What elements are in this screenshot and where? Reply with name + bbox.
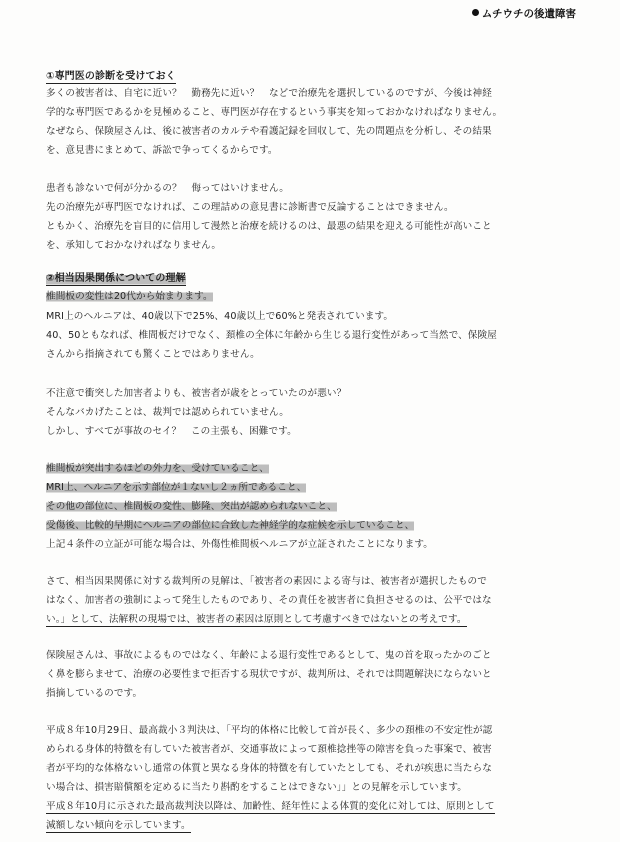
section2-line: く鼻を膨らませて、治療の必要性まで拒否する現状ですが、裁判所は、それでは問題解決にならないと <box>46 669 492 680</box>
bullet-icon <box>472 9 479 16</box>
section1-line: 学的な専門医であるかを見極めること、専門医が存在するという事実を知っておかなければなりません。 <box>46 107 503 118</box>
section2-line: い。」として、法解釈の現場では、被害者の素因は原則として考慮すべきではないとの考えです。 <box>46 614 467 625</box>
page-header <box>472 6 576 21</box>
condition-item: 受傷後、比較的早期にヘルニアの部位に合致した神経学的な症候を示していること、 <box>46 520 415 531</box>
section2-line: 不注意で衝突した加害者よりも、被害者が歳をとっていたのが悪い？ <box>46 388 347 399</box>
section2-line: い場合は、損害賠償額を定めるに当たり斟酌をすることはできない」」との見解を示しています。 <box>46 782 467 793</box>
section2-line: 者が平均的な体格ないし通常の体質と異なる身体的特徴を有していたとしても、それが疾患に当たらな <box>46 763 492 774</box>
section2-line: さて、相当因果関係に対する裁判所の見解は、「被害者の素因による寄与は、被害者が選択したもので <box>46 576 487 587</box>
section2-line: 40、50ともなれば、椎間板だけでなく、頚椎の全体に年齢から生じる退行変性があって当然で、保険屋 <box>46 330 497 341</box>
condition-item: 椎間板が突出するほどの外力を、受けていること、 <box>46 463 269 474</box>
section1-line: 多くの被害者は、自宅に近い？ 勤務先に近い？ などで治療先を選択しているのですが、今後は神経 <box>46 88 492 99</box>
section2-line: MRI上のヘルニアは、40歳以下で25%、40歳以上で60%と発表されています。 <box>46 311 394 322</box>
section2-line: 上記４条件の立証が可能な場合は、外傷性椎間板ヘルニアが立証されたことになります。 <box>46 539 433 550</box>
section1-line: なぜなら、保険屋さんは、後に被害者のカルテや看護記録を回収して、先の問題点を分析し、その結果 <box>46 126 492 137</box>
section2-line: 指摘しているのです。 <box>46 688 143 699</box>
section2-line: そんなバカげたことは、裁判では認められていません。 <box>46 407 289 418</box>
condition-item: MRI上、ヘルニアを示す部位が１ないし２ヵ所であること、 <box>46 482 307 493</box>
section2-line: 平成８年10月に示された最高裁判決以降は、加齢性、経年性による体質的変化に対しては、原則として <box>46 801 495 812</box>
section1-heading: ①専門医の診断を受けておく <box>46 71 176 82</box>
section2-line: しかし、すべてが事故のセイ？ この主張も、困難です。 <box>46 426 297 437</box>
section1-line: を、意見書にまとめて、訴訟で争ってくるからです。 <box>46 145 278 156</box>
section2-line: 平成８年10月29日、最高裁小３判決は、「平均的体格に比較して首が長く、多少の頚椎の不安定性が認 <box>46 725 493 736</box>
section2-line: 減額しない傾向を示しています。 <box>46 820 191 831</box>
header-title: ムチウチの後遺障害 <box>481 8 576 20</box>
section1-line: 患者も診ないで何が分かるの？ 侮ってはいけません。 <box>46 183 289 194</box>
section1-line: 先の治療先が専門医でなければ、この理詰めの意見書に診断書で反論することはできません。 <box>46 202 454 213</box>
section1-line: を、承知しておかなければなりません。 <box>46 240 222 251</box>
condition-item: その他の部位に、椎間板の変性、膨隆、突出が認められないこと、 <box>46 501 337 512</box>
section2-line: はなく、加害者の強制によって発生したものであり、その責任を被害者に負担させるのは、公平ではな <box>46 595 492 606</box>
section2-line: 保険屋さんは、事故によるものではなく、年齢による退行変性であるとして、鬼の首を取ったかのごと <box>46 650 492 661</box>
section2-line: さんから指摘されても驚くことではありません。 <box>46 349 260 360</box>
section1-line: ともかく、治療先を盲目的に信用して漫然と治療を続けるのは、最悪の結果を迎える可能性が高いこと <box>46 221 492 232</box>
section2-heading: ②相当因果関係についての理解 <box>46 273 186 284</box>
section2-line: められる身体的特徴を有していた被害者が、交通事故によって頚椎捻挫等の障害を負った事案で、被害 <box>46 744 492 755</box>
section2-line: 椎間板の変性は20代から始まります。 <box>46 291 213 302</box>
